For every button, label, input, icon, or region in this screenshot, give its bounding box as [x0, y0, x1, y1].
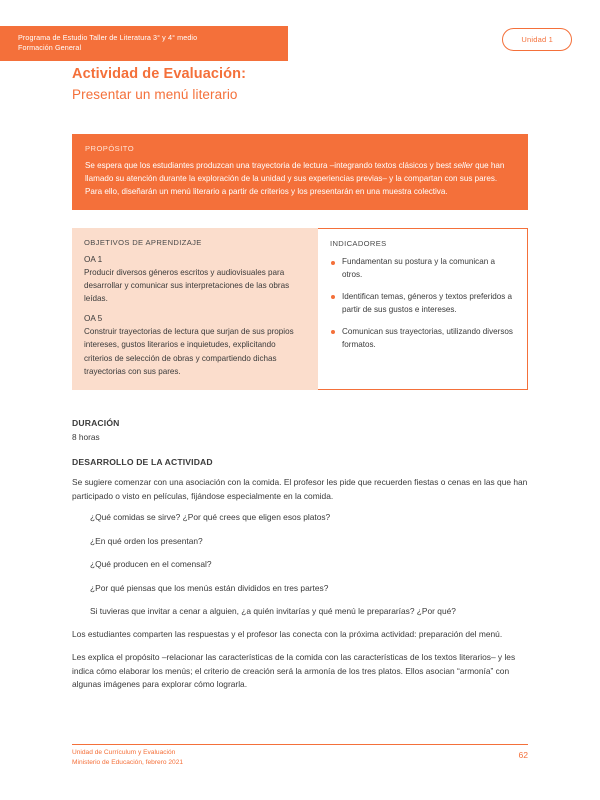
question-list — [72, 511, 528, 618]
objective-code: OA 1 — [84, 255, 103, 264]
list-item: Fundamentan su postura y la comunican a otros. — [330, 256, 517, 282]
purpose-text-part2: que han llamado su atención durante la exploración de la unidad y sus experiencias previas– y la compartan con sus pares. Para ello, diseñarán un menú literario a partir de criterios y los presentarán en una muestra colectiva. — [85, 161, 505, 197]
program-title-line2: Formación General — [18, 43, 82, 53]
indicators-heading: INDICADORES — [330, 239, 387, 248]
development-intro: Se sugiere comenzar con una asociación con la comida. El profesor les pide que recuerden fiestas o cenas en las que han participado o visto en películas, fijándose especialmente en la comida. — [72, 477, 528, 501]
footer-line2: Ministerio de Educación, febrero 2021 — [72, 758, 184, 766]
page-number: 62 — [518, 750, 528, 760]
indicators-panel — [318, 228, 528, 390]
development-section — [72, 457, 528, 692]
unit-badge: Unidad 1 — [502, 28, 572, 51]
purpose-box — [72, 134, 528, 210]
list-item: ¿Qué producen en el comensal? — [90, 559, 212, 570]
purpose-text-part1: Se espera que los estudiantes produzcan una trayectoria de lectura –integrando textos clásicos y best — [85, 161, 454, 170]
objective-item — [84, 255, 306, 305]
duration-value: 8 horas — [72, 432, 100, 442]
page-title-line1: Actividad de Evaluación: — [72, 66, 247, 82]
purpose-label: PROPÓSITO — [85, 144, 135, 153]
objectives-indicators-row — [72, 228, 528, 390]
objective-item — [84, 314, 306, 377]
page-title — [72, 66, 246, 102]
objective-text: Construir trayectorias de lectura que surjan de sus propios intereses, gustos literarios e inquietudes, explicitando criterios de selección de obras y compartiendo dichas trayectorias con sus pares. — [84, 327, 294, 376]
program-title-line1: Programa de Estudio Taller de Literatura 3° y 4° medio — [18, 33, 198, 42]
purpose-text — [85, 159, 515, 198]
duration-section — [72, 418, 528, 442]
footer-text — [72, 748, 183, 768]
list-item: Si tuvieras que invitar a cenar a alguien, ¿a quién invitarías y qué menú le prepararías? ¿Por qué? — [90, 605, 456, 616]
objectives-panel — [72, 228, 318, 390]
page-title-line2: Presentar un menú literario — [72, 87, 238, 102]
duration-heading: DURACIÓN — [72, 418, 120, 428]
development-heading: DESARROLLO DE LA ACTIVIDAD — [72, 457, 213, 467]
program-header-band — [0, 26, 288, 61]
list-item: ¿Qué comidas se sirve? ¿Por qué crees que eligen esos platos? — [90, 512, 331, 523]
objective-code: OA 5 — [84, 314, 103, 324]
development-paragraph-2: Los estudiantes comparten las respuestas y el profesor las conecta con la próxima actividad: preparación del menú. — [72, 629, 503, 640]
indicators-list — [330, 256, 517, 352]
purpose-text-italic: seller — [453, 161, 473, 170]
list-item: Comunican sus trayectorias, utilizando diversos formatos. — [330, 326, 517, 352]
development-paragraph-3: Les explica el propósito –relacionar las características de la comida con las características de los textos literarios– y les indica cómo elaborar los menús; el criterio de creación será la armonía de los tres platos. Ellos asocian “armonía” con algunas imágenes para explorar cómo lograrla. — [72, 652, 516, 690]
list-item: Identifican temas, géneros y textos preferidos a partir de sus gustos e intereses. — [330, 291, 517, 317]
objectives-heading: OBJETIVOS DE APRENDIZAJE — [84, 238, 202, 247]
list-item: ¿Por qué piensas que los menús están divididos en tres partes? — [90, 582, 329, 593]
list-item: ¿En qué orden los presentan? — [90, 535, 203, 546]
footer-divider — [72, 744, 528, 745]
objective-text: Producir diversos géneros escritos y audiovisuales para desarrollar y comunicar sus interpretaciones de las obras leídas. — [84, 268, 290, 304]
footer-line1: Unidad de Currículum y Evaluación — [72, 748, 176, 756]
